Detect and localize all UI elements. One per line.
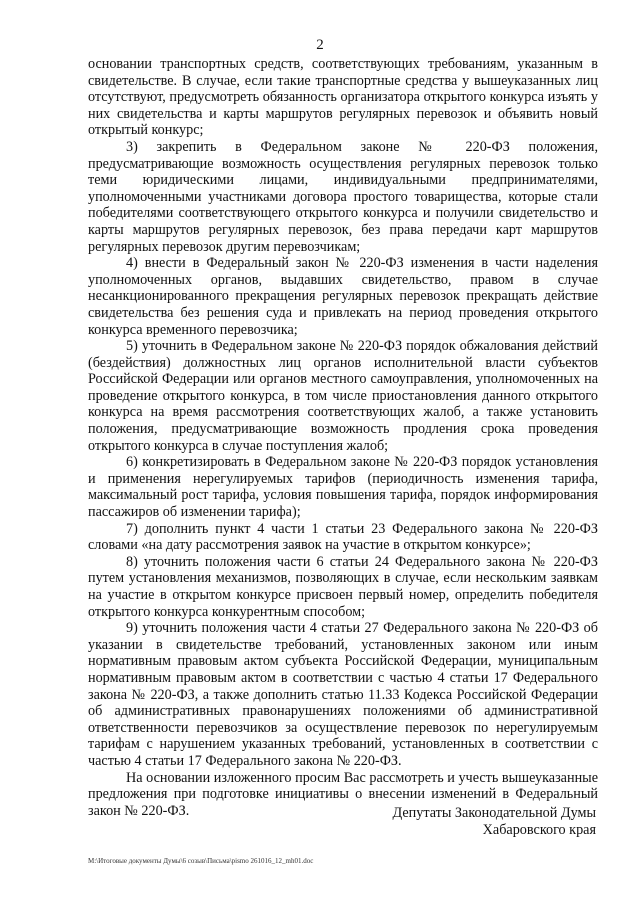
document-body (88, 56, 598, 819)
paragraph-item-3: 3) закрепить в Федеральном законе № 220-ФЗ положения, предусматривающие возможность осуществления регулярных перевозок только теми юридическими лицами, индивидуальными предпринимателями, уполномоченными участниками договора простого товарищества, которые стали победителями соответствующего открытого конкурса и получили свидетельство и карты маршрутов регулярных перевозок, без права передачи карт маршрутов регулярных перевозок другим перевозчикам; (88, 138, 598, 255)
page-number: 2 (316, 37, 324, 53)
paragraph-item-6: 6) конкретизировать в Федеральном законе № 220-ФЗ порядок установления и применения нерегулируемых тарифов (периодичность изменения тарифа, максимальный рост тарифа, условия повышения тарифа, порядок информирования пассажиров об изменении тарифа); (88, 454, 598, 521)
paragraph-request: На основании изложенного просим Вас рассмотреть и учесть вышеуказанные предложения при подготовке инициативы о внесении изменений в Федеральный закон № 220-ФЗ. (88, 769, 598, 819)
signature-block (393, 805, 596, 839)
paragraph-continuation: основании транспортных средств, соответствующих требованиям, указанным в свидетельстве. В случае, если такие транспортные средства у вышеуказанных лиц отсутствуют, предусмотреть обязанность организатора открытого конкурса изъять у них свидетельства и карты маршрутов регулярных перевозок и объявить новый открытый конкурс; (88, 56, 598, 139)
signature-line-2: Хабаровского края (482, 822, 596, 838)
paragraph-item-9: 9) уточнить положения части 4 статьи 27 Федерального закона № 220-ФЗ об указании в свидетельстве требований, установленных законом или иным нормативным правовым актом субъекта Российской Федерации, муниципальным нормативным правовым актом в соответствии с частью 4 статьи 17 Федерального закона № 220-ФЗ, а также дополнить статью 11.33 Кодекса Российской Федерации об административных правонарушениях положениями об административной ответственности перевозчиков за осуществление перевозок по нерегулируемым тарифам с нарушением указанных требований, установленных в соответствии с частью 4 статьи 17 Федерального закона № 220-ФЗ. (88, 620, 598, 769)
paragraph-item-4: 4) внести в Федеральный закон № 220-ФЗ изменения в части наделения уполномоченных органов, выдавших свидетельство, правом в случае несанкционированного прекращения регулярных перевозок прекращать действие свидетельства без решения суда и привлекать на период проведения открытого конкурса временного перевозчика; (88, 255, 598, 338)
paragraph-item-5: 5) уточнить в Федеральном законе № 220-ФЗ порядок обжалования действий (бездействия) должностных лиц органов исполнительной власти субъектов Российской Федерации или органов местного самоуправления, уполномоченных на проведение открытого конкурса, в том числе приостановления данного открытого конкурса на время рассмотрения соответствующих жалоб, а также установить положения, предусматривающие возможность продления срока проведения открытого конкурса в случае поступления жалоб; (88, 338, 598, 454)
signature-line-1: Депутаты Законодательной Думы (392, 805, 596, 821)
paragraph-item-8: 8) уточнить положения части 6 статьи 24 Федерального закона № 220-ФЗ путем установления механизмов, позволяющих в случае, если нескольким заявкам на участие в открытом конкурсе присвоен первый номер, определить победителя открытого конкурса конкурентным способом; (88, 553, 598, 620)
paragraph-item-7: 7) дополнить пункт 4 части 1 статьи 23 Федерального закона № 220-ФЗ словами «на дату рассмотрения заявок на участие в открытом конкурсе»; (88, 520, 598, 554)
footer-file-path: M:\Итоговые документы Думы\6 созыв\Письма\pismo 261016_12_mh01.doc (88, 857, 314, 865)
